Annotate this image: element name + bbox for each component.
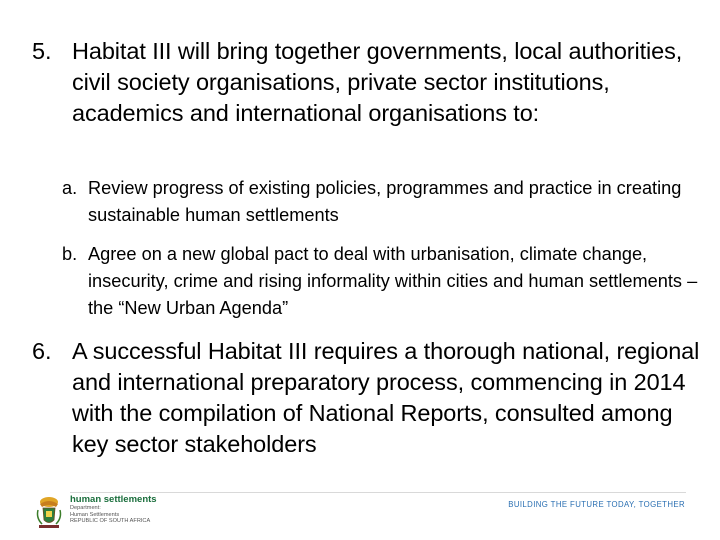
list-text: Habitat III will bring together governments, local authorities, civil society organisations, private sector institutions, academics and international organisations to: xyxy=(72,38,683,126)
sub-marker: a. xyxy=(62,178,78,198)
logo-line-2: Human Settlements xyxy=(70,511,120,518)
coat-of-arms-icon xyxy=(34,494,64,530)
list-marker: 5. xyxy=(32,38,52,64)
list-marker: 6. xyxy=(32,338,52,364)
list-text: A successful Habitat III requires a thorough national, regional and international preparatory process, commencing in 2014 with the compilation of National Reports, consulted among key sector stakeholders xyxy=(72,338,700,457)
sub-text: Agree on a new global pact to deal with urbanisation, climate change, insecurity, crime and rising informality within cities and human settlements – the “New Urban Agenda” xyxy=(88,244,698,318)
logo-line-3: REPUBLIC OF SOUTH AFRICA xyxy=(70,518,151,524)
footer-divider xyxy=(70,492,686,493)
sub-marker: b. xyxy=(62,244,78,264)
logo-title: human settlements xyxy=(70,494,157,505)
sub-text: Review progress of existing policies, programmes and practice in creating sustainable human settlements xyxy=(88,178,682,225)
logo-line-1: Department: xyxy=(70,505,101,511)
tagline: BUILDING THE FUTURE TODAY, TOGETHER xyxy=(508,500,685,509)
department-logo xyxy=(70,494,157,525)
